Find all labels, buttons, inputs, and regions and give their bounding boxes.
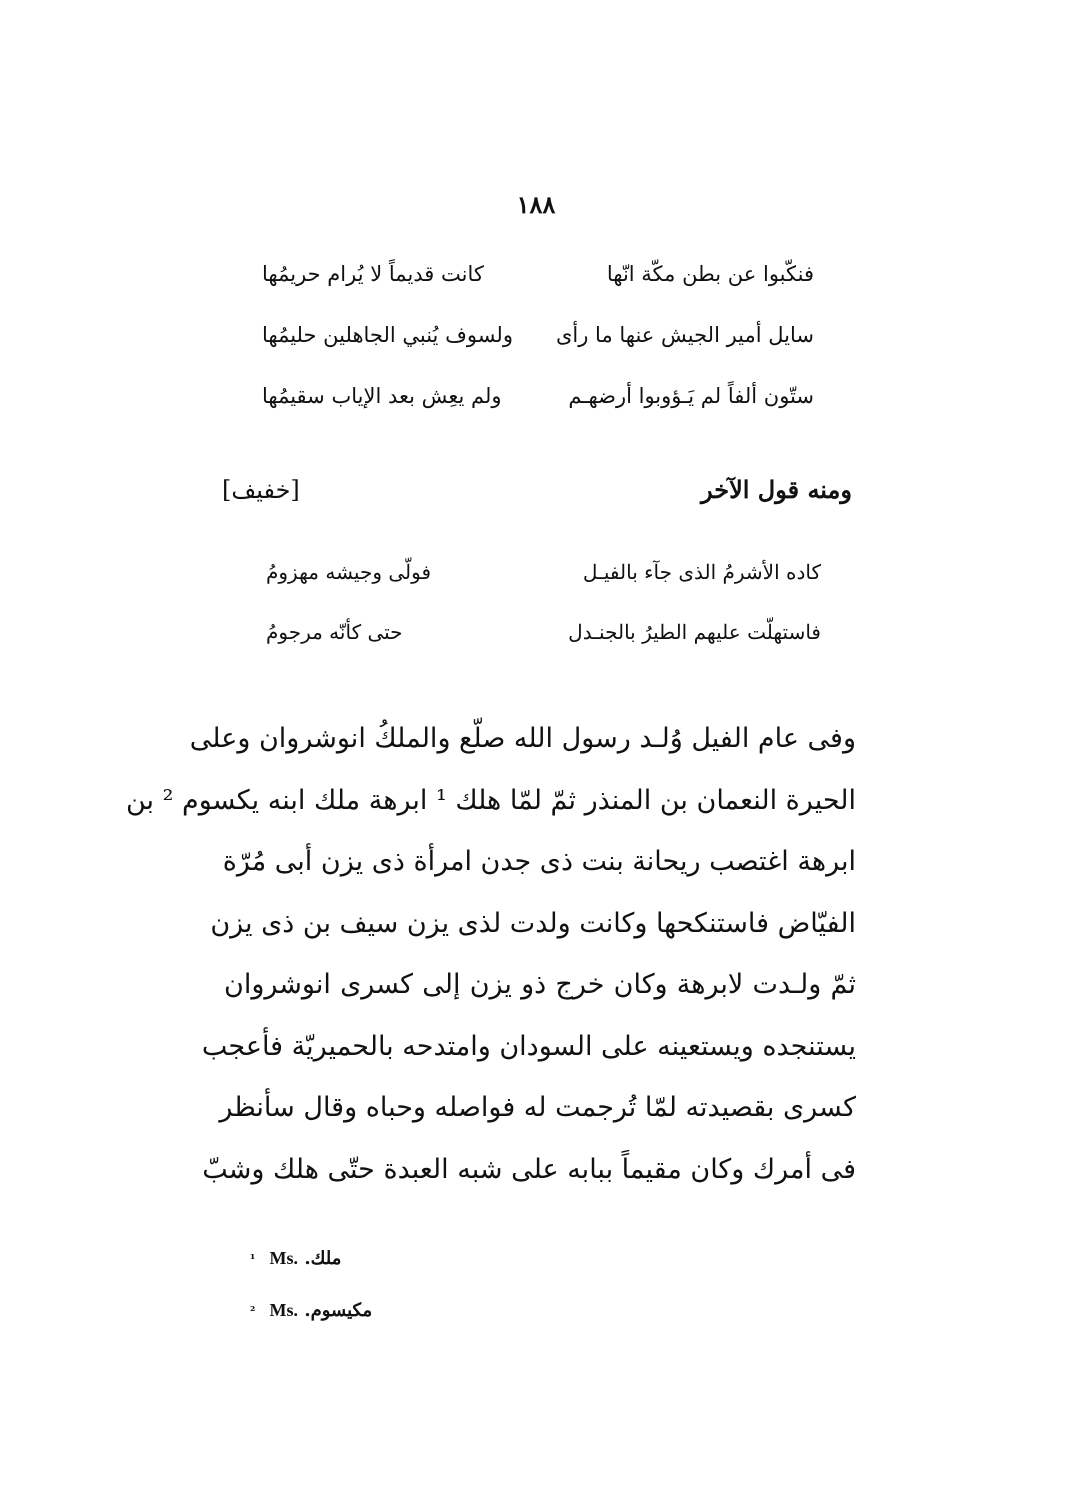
prose-line: وفى عام الفيل وُلـد رسول الله صلّع والملكُ انوشروان وعلى	[189, 723, 856, 754]
verse-first-hemistich: كاده الأشرمُ الذى جآء بالفيـل	[582, 560, 821, 584]
footnote-marker: ²	[250, 1304, 256, 1318]
poem-verse	[262, 323, 814, 347]
poem-verse	[262, 262, 814, 286]
verse-first-hemistich: فاستهلّت عليهم الطيرُ بالجنـدل	[568, 620, 821, 644]
verse-first-hemistich: سايل أمير الجيش عنها ما رأى	[555, 323, 814, 347]
verse-second-hemistich: ولسوف يُنبي الجاهلين حليمُها	[262, 323, 513, 347]
prose-line: الفيّاض فاستنكحها وكانت ولدت لذى يزن سيف بن ذى يزن	[210, 907, 856, 939]
footnote-text: مكيسوم.	[304, 1300, 373, 1321]
verse-second-hemistich: حتى كأنّه مرجومُ	[266, 620, 403, 644]
section-heading: ومنه قول الآخر	[700, 475, 852, 504]
verse-first-hemistich: ستّون ألفاً لم يَـؤوبوا أرضهـم	[568, 384, 814, 408]
prose-line: ثمّ ولـدت لابرهة وكان خرج ذو يزن إلى كسرى انوشروان	[224, 969, 856, 1000]
prose-paragraph	[125, 708, 856, 1200]
poem-verse	[262, 384, 814, 408]
meter-label: [خفيف]	[222, 475, 300, 504]
prose-line: فى أمرك وكان مقيماً ببابه على شبه العبدة حتّى هلك وشبّ	[202, 1153, 856, 1185]
footnotes	[250, 1232, 650, 1336]
prose-line: الحيرة النعمان بن المنذر ثمّ لمّا هلك ¹ ابرهة ملك ابنه يكسوم ² بن	[125, 784, 856, 816]
poem-verse	[266, 560, 821, 584]
poem-verse	[266, 620, 821, 644]
prose-line: يستنجده ويستعينه على السودان وامتدحه بالحميريّة فأعجب	[201, 1030, 856, 1062]
prose-line: ابرهة اغتصب ريحانة بنت ذى جدن امرأة ذى يزن أبى مُرّة	[222, 846, 856, 877]
page-number: ١٨٨	[516, 190, 556, 219]
footnote	[250, 1232, 650, 1284]
footnote-marker: ¹	[250, 1252, 256, 1266]
footnote-prefix: Ms.	[269, 1248, 299, 1268]
verse-second-hemistich: فولّى وجيشه مهزومُ	[266, 560, 431, 584]
footnote	[250, 1284, 650, 1336]
verse-second-hemistich: ولم يعِش بعد الإياب سقيمُها	[262, 384, 502, 408]
section-heading-row	[222, 475, 852, 504]
prose-line: كسرى بقصيدته لمّا تُرجمت له فواصله وحباه وقال سأنظر	[219, 1092, 856, 1123]
verse-first-hemistich: فنكّبوا عن بطن مكّة انّها	[606, 262, 814, 286]
verse-second-hemistich: كانت قديماً لا يُرام حريمُها	[262, 262, 484, 286]
footnote-prefix: Ms.	[269, 1300, 299, 1320]
footnote-text: ملك.	[304, 1248, 342, 1269]
